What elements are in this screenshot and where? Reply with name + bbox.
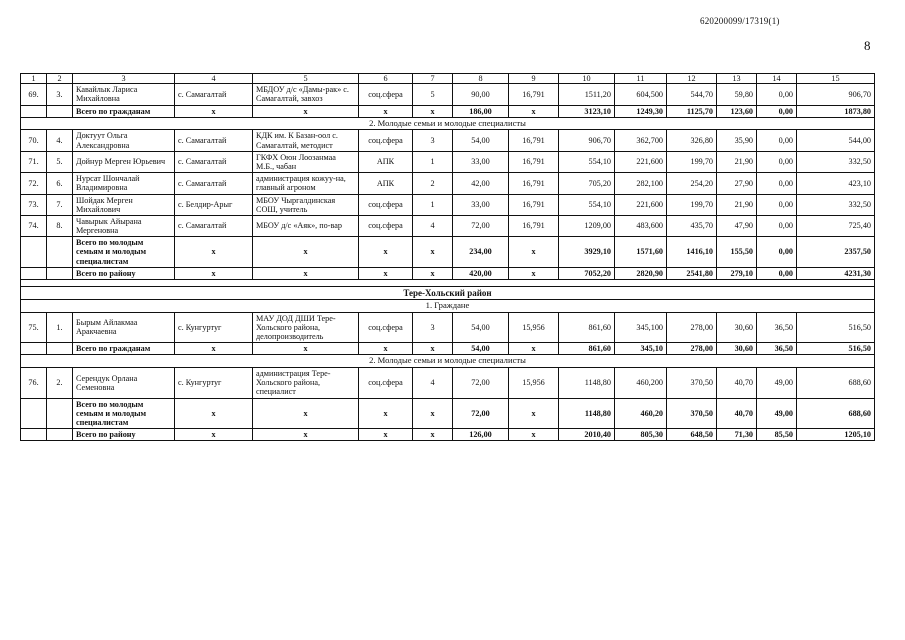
placeholder-x: х bbox=[175, 343, 253, 355]
workplace: администрация кожуу-на, главный агроном bbox=[253, 173, 359, 194]
empty-cell bbox=[21, 237, 47, 268]
locality: с. Белдир-Арыг bbox=[175, 194, 253, 215]
own-funds: 516,50 bbox=[797, 312, 875, 343]
total-regional: 648,50 bbox=[667, 429, 717, 441]
total-local: 30,60 bbox=[717, 343, 757, 355]
table-row bbox=[21, 368, 875, 399]
local-budget: 21,90 bbox=[717, 151, 757, 172]
cost-per-sqm: 16,791 bbox=[509, 151, 559, 172]
federal-budget: 282,100 bbox=[615, 173, 667, 194]
locality: с. Кунгуртуг bbox=[175, 312, 253, 343]
area: 90,00 bbox=[453, 84, 509, 105]
group-index: 5. bbox=[47, 151, 73, 172]
total-row bbox=[21, 105, 875, 117]
regional-budget: 544,70 bbox=[667, 84, 717, 105]
column-number: 2 bbox=[47, 74, 73, 84]
column-number-row bbox=[21, 74, 875, 84]
total-row bbox=[21, 267, 875, 279]
family-size: 4 bbox=[413, 215, 453, 236]
total-label: Всего по району bbox=[73, 267, 175, 279]
empty-cell bbox=[21, 343, 47, 355]
row-number: 69. bbox=[21, 84, 47, 105]
sphere: соц.сфера bbox=[359, 312, 413, 343]
empty-cell bbox=[47, 429, 73, 441]
placeholder-x: х bbox=[509, 429, 559, 441]
recipient-name: Бырым Айлакмаа Аракчаевна bbox=[73, 312, 175, 343]
total-own: 2357,50 bbox=[797, 237, 875, 268]
other-funds: 0,00 bbox=[757, 130, 797, 151]
total-cost: 705,20 bbox=[559, 173, 615, 194]
total-other: 49,00 bbox=[757, 398, 797, 429]
sphere: соц.сфера bbox=[359, 368, 413, 399]
local-budget: 35,90 bbox=[717, 130, 757, 151]
total-other: 85,50 bbox=[757, 429, 797, 441]
other-funds: 0,00 bbox=[757, 84, 797, 105]
row-number: 73. bbox=[21, 194, 47, 215]
section-row bbox=[21, 117, 875, 130]
own-funds: 423,10 bbox=[797, 173, 875, 194]
column-number: 6 bbox=[359, 74, 413, 84]
recipient-name: Нурсат Шончалай Владимировна bbox=[73, 173, 175, 194]
placeholder-x: х bbox=[253, 429, 359, 441]
own-funds: 725,40 bbox=[797, 215, 875, 236]
regional-budget: 278,00 bbox=[667, 312, 717, 343]
empty-cell bbox=[21, 398, 47, 429]
locality: с. Самагалтай bbox=[175, 215, 253, 236]
placeholder-x: х bbox=[359, 429, 413, 441]
total-federal: 1249,30 bbox=[615, 105, 667, 117]
cost-per-sqm: 16,791 bbox=[509, 173, 559, 194]
section-title: 2. Молодые семьи и молодые специалисты bbox=[21, 117, 875, 130]
other-funds: 0,00 bbox=[757, 215, 797, 236]
other-funds: 49,00 bbox=[757, 368, 797, 399]
placeholder-x: х bbox=[509, 267, 559, 279]
total-other: 0,00 bbox=[757, 237, 797, 268]
placeholder-x: х bbox=[175, 429, 253, 441]
total-regional: 370,50 bbox=[667, 398, 717, 429]
empty-cell bbox=[47, 237, 73, 268]
sphere: соц.сфера bbox=[359, 194, 413, 215]
workplace: МБОУ д/с «Аяк», по-вар bbox=[253, 215, 359, 236]
column-number: 12 bbox=[667, 74, 717, 84]
total-regional: 1416,10 bbox=[667, 237, 717, 268]
total-federal: 2820,90 bbox=[615, 267, 667, 279]
empty-cell bbox=[21, 429, 47, 441]
recipient-name: Дойнур Мерген Юрьевич bbox=[73, 151, 175, 172]
district-row bbox=[21, 287, 875, 300]
cost-per-sqm: 15,956 bbox=[509, 368, 559, 399]
total-own: 1205,10 bbox=[797, 429, 875, 441]
total-label: Всего по молодым семьям и молодым специалистам bbox=[73, 398, 175, 429]
total-label: Всего по молодым семьям и молодым специалистам bbox=[73, 237, 175, 268]
placeholder-x: х bbox=[413, 429, 453, 441]
row-number: 76. bbox=[21, 368, 47, 399]
total-cost: 7052,20 bbox=[559, 267, 615, 279]
other-funds: 36,50 bbox=[757, 312, 797, 343]
column-number: 5 bbox=[253, 74, 359, 84]
group-index: 6. bbox=[47, 173, 73, 194]
own-funds: 906,70 bbox=[797, 84, 875, 105]
family-size: 3 bbox=[413, 312, 453, 343]
total-local: 279,10 bbox=[717, 267, 757, 279]
column-number: 13 bbox=[717, 74, 757, 84]
locality: с. Самагалтай bbox=[175, 84, 253, 105]
total-cost: 1511,20 bbox=[559, 84, 615, 105]
total-area: 186,00 bbox=[453, 105, 509, 117]
total-cost: 861,60 bbox=[559, 312, 615, 343]
regional-budget: 435,70 bbox=[667, 215, 717, 236]
column-number: 10 bbox=[559, 74, 615, 84]
placeholder-x: х bbox=[413, 237, 453, 268]
cost-per-sqm: 16,791 bbox=[509, 130, 559, 151]
placeholder-x: х bbox=[413, 105, 453, 117]
placeholder-x: х bbox=[413, 267, 453, 279]
group-index: 7. bbox=[47, 194, 73, 215]
empty-cell bbox=[47, 343, 73, 355]
total-label: Всего по району bbox=[73, 429, 175, 441]
placeholder-x: х bbox=[359, 237, 413, 268]
spacer-cell bbox=[21, 280, 875, 287]
total-federal: 345,10 bbox=[615, 343, 667, 355]
housing-subsidy-table bbox=[20, 73, 875, 441]
area: 33,00 bbox=[453, 194, 509, 215]
placeholder-x: х bbox=[253, 267, 359, 279]
section-title: 2. Молодые семьи и молодые специалисты bbox=[21, 355, 875, 368]
district-title: Тере-Хольский район bbox=[21, 287, 875, 300]
total-area: 420,00 bbox=[453, 267, 509, 279]
total-cost: 3123,10 bbox=[559, 105, 615, 117]
family-size: 2 bbox=[413, 173, 453, 194]
total-label: Всего по гражданам bbox=[73, 105, 175, 117]
total-cost: 1148,80 bbox=[559, 368, 615, 399]
total-local: 123,60 bbox=[717, 105, 757, 117]
placeholder-x: х bbox=[509, 398, 559, 429]
placeholder-x: х bbox=[509, 105, 559, 117]
total-label: Всего по гражданам bbox=[73, 343, 175, 355]
workplace: ГКФХ Оюн Лоозанмаа М.Б., чабан bbox=[253, 151, 359, 172]
federal-budget: 221,600 bbox=[615, 194, 667, 215]
total-area: 234,00 bbox=[453, 237, 509, 268]
placeholder-x: х bbox=[253, 237, 359, 268]
regional-budget: 199,70 bbox=[667, 151, 717, 172]
table-row bbox=[21, 84, 875, 105]
regional-budget: 199,70 bbox=[667, 194, 717, 215]
total-cost: 2010,40 bbox=[559, 429, 615, 441]
placeholder-x: х bbox=[175, 398, 253, 429]
other-funds: 0,00 bbox=[757, 194, 797, 215]
other-funds: 0,00 bbox=[757, 151, 797, 172]
total-own: 688,60 bbox=[797, 398, 875, 429]
group-index: 8. bbox=[47, 215, 73, 236]
total-federal: 805,30 bbox=[615, 429, 667, 441]
sphere: соц.сфера bbox=[359, 130, 413, 151]
family-size: 3 bbox=[413, 130, 453, 151]
federal-budget: 362,700 bbox=[615, 130, 667, 151]
placeholder-x: х bbox=[359, 398, 413, 429]
row-number: 75. bbox=[21, 312, 47, 343]
regional-budget: 326,80 bbox=[667, 130, 717, 151]
local-budget: 30,60 bbox=[717, 312, 757, 343]
locality: с. Кунгуртуг bbox=[175, 368, 253, 399]
row-number: 70. bbox=[21, 130, 47, 151]
total-row bbox=[21, 343, 875, 355]
section-row bbox=[21, 300, 875, 313]
area: 54,00 bbox=[453, 312, 509, 343]
empty-cell bbox=[21, 105, 47, 117]
group-index: 2. bbox=[47, 368, 73, 399]
table-row bbox=[21, 215, 875, 236]
section-row bbox=[21, 355, 875, 368]
placeholder-x: х bbox=[175, 237, 253, 268]
placeholder-x: х bbox=[359, 267, 413, 279]
group-index: 1. bbox=[47, 312, 73, 343]
placeholder-x: х bbox=[175, 105, 253, 117]
regional-budget: 370,50 bbox=[667, 368, 717, 399]
local-budget: 27,90 bbox=[717, 173, 757, 194]
total-other: 0,00 bbox=[757, 267, 797, 279]
section-title: 1. Граждане bbox=[21, 300, 875, 313]
recipient-name: Кавайлык Лариса Михайловна bbox=[73, 84, 175, 105]
placeholder-x: х bbox=[413, 398, 453, 429]
family-size: 1 bbox=[413, 194, 453, 215]
family-size: 1 bbox=[413, 151, 453, 172]
total-other: 36,50 bbox=[757, 343, 797, 355]
sphere: соц.сфера bbox=[359, 215, 413, 236]
sphere: соц.сфера bbox=[359, 84, 413, 105]
total-cost: 906,70 bbox=[559, 130, 615, 151]
empty-cell bbox=[21, 267, 47, 279]
cost-per-sqm: 15,956 bbox=[509, 312, 559, 343]
recipient-name: Чавырык Айырана Мергеновна bbox=[73, 215, 175, 236]
local-budget: 40,70 bbox=[717, 368, 757, 399]
table-row bbox=[21, 130, 875, 151]
other-funds: 0,00 bbox=[757, 173, 797, 194]
workplace: МБОУ Чыргалдинская СОШ, учитель bbox=[253, 194, 359, 215]
own-funds: 332,50 bbox=[797, 194, 875, 215]
total-local: 155,50 bbox=[717, 237, 757, 268]
total-cost: 861,60 bbox=[559, 343, 615, 355]
area: 33,00 bbox=[453, 151, 509, 172]
total-area: 126,00 bbox=[453, 429, 509, 441]
area: 72,00 bbox=[453, 215, 509, 236]
federal-budget: 483,600 bbox=[615, 215, 667, 236]
cost-per-sqm: 16,791 bbox=[509, 84, 559, 105]
total-area: 54,00 bbox=[453, 343, 509, 355]
federal-budget: 221,600 bbox=[615, 151, 667, 172]
total-regional: 2541,80 bbox=[667, 267, 717, 279]
column-number: 15 bbox=[797, 74, 875, 84]
total-own: 516,50 bbox=[797, 343, 875, 355]
column-number: 3 bbox=[73, 74, 175, 84]
workplace: МБДОУ д/с «Дамы-рак» с. Самагалтай, завхоз bbox=[253, 84, 359, 105]
locality: с. Самагалтай bbox=[175, 130, 253, 151]
total-other: 0,00 bbox=[757, 105, 797, 117]
column-number: 7 bbox=[413, 74, 453, 84]
table-row bbox=[21, 194, 875, 215]
local-budget: 47,90 bbox=[717, 215, 757, 236]
sphere: АПК bbox=[359, 173, 413, 194]
placeholder-x: х bbox=[509, 237, 559, 268]
own-funds: 332,50 bbox=[797, 151, 875, 172]
total-own: 4231,30 bbox=[797, 267, 875, 279]
family-size: 5 bbox=[413, 84, 453, 105]
area: 72,00 bbox=[453, 368, 509, 399]
column-number: 14 bbox=[757, 74, 797, 84]
placeholder-x: х bbox=[253, 105, 359, 117]
federal-budget: 460,200 bbox=[615, 368, 667, 399]
column-number: 4 bbox=[175, 74, 253, 84]
total-cost: 554,10 bbox=[559, 151, 615, 172]
table-row bbox=[21, 173, 875, 194]
workplace: КДК им. К Базан-оол с. Самагалтай, методист bbox=[253, 130, 359, 151]
sphere: АПК bbox=[359, 151, 413, 172]
placeholder-x: х bbox=[359, 343, 413, 355]
spacer-row bbox=[21, 280, 875, 287]
area: 42,00 bbox=[453, 173, 509, 194]
total-row bbox=[21, 398, 875, 429]
workplace: МАУ ДОД ДШИ Тере-Хольского района, делопроизводитель bbox=[253, 312, 359, 343]
cost-per-sqm: 16,791 bbox=[509, 194, 559, 215]
regional-budget: 254,20 bbox=[667, 173, 717, 194]
column-number: 9 bbox=[509, 74, 559, 84]
placeholder-x: х bbox=[413, 343, 453, 355]
empty-cell bbox=[47, 267, 73, 279]
total-row bbox=[21, 429, 875, 441]
placeholder-x: х bbox=[175, 267, 253, 279]
total-local: 71,30 bbox=[717, 429, 757, 441]
recipient-name: Серендук Орлана Семеновна bbox=[73, 368, 175, 399]
document-id: 620200099/17319(1) bbox=[700, 16, 780, 26]
local-budget: 59,80 bbox=[717, 84, 757, 105]
placeholder-x: х bbox=[509, 343, 559, 355]
area: 54,00 bbox=[453, 130, 509, 151]
locality: с. Самагалтай bbox=[175, 151, 253, 172]
total-local: 40,70 bbox=[717, 398, 757, 429]
local-budget: 21,90 bbox=[717, 194, 757, 215]
total-federal: 460,20 bbox=[615, 398, 667, 429]
row-number: 71. bbox=[21, 151, 47, 172]
empty-cell bbox=[47, 105, 73, 117]
placeholder-x: х bbox=[359, 105, 413, 117]
workplace: администрация Тере-Хольского района, специалист bbox=[253, 368, 359, 399]
total-own: 1873,80 bbox=[797, 105, 875, 117]
total-cost: 3929,10 bbox=[559, 237, 615, 268]
total-regional: 1125,70 bbox=[667, 105, 717, 117]
column-number: 8 bbox=[453, 74, 509, 84]
recipient-name: Шойдак Мерген Михайлович bbox=[73, 194, 175, 215]
federal-budget: 604,500 bbox=[615, 84, 667, 105]
group-index: 4. bbox=[47, 130, 73, 151]
row-number: 74. bbox=[21, 215, 47, 236]
cost-per-sqm: 16,791 bbox=[509, 215, 559, 236]
federal-budget: 345,100 bbox=[615, 312, 667, 343]
row-number: 72. bbox=[21, 173, 47, 194]
total-cost: 554,10 bbox=[559, 194, 615, 215]
own-funds: 544,00 bbox=[797, 130, 875, 151]
placeholder-x: х bbox=[253, 343, 359, 355]
empty-cell bbox=[47, 398, 73, 429]
recipient-name: Доктуут Ольга Александровна bbox=[73, 130, 175, 151]
total-regional: 278,00 bbox=[667, 343, 717, 355]
own-funds: 688,60 bbox=[797, 368, 875, 399]
group-index: 3. bbox=[47, 84, 73, 105]
table-row bbox=[21, 312, 875, 343]
column-number: 1 bbox=[21, 74, 47, 84]
total-cost: 1209,00 bbox=[559, 215, 615, 236]
family-size: 4 bbox=[413, 368, 453, 399]
column-number: 11 bbox=[615, 74, 667, 84]
locality: с. Самагалтай bbox=[175, 173, 253, 194]
total-row bbox=[21, 237, 875, 268]
placeholder-x: х bbox=[253, 398, 359, 429]
table-row bbox=[21, 151, 875, 172]
total-federal: 1571,60 bbox=[615, 237, 667, 268]
total-area: 72,00 bbox=[453, 398, 509, 429]
total-cost: 1148,80 bbox=[559, 398, 615, 429]
page-number: 8 bbox=[864, 38, 871, 53]
